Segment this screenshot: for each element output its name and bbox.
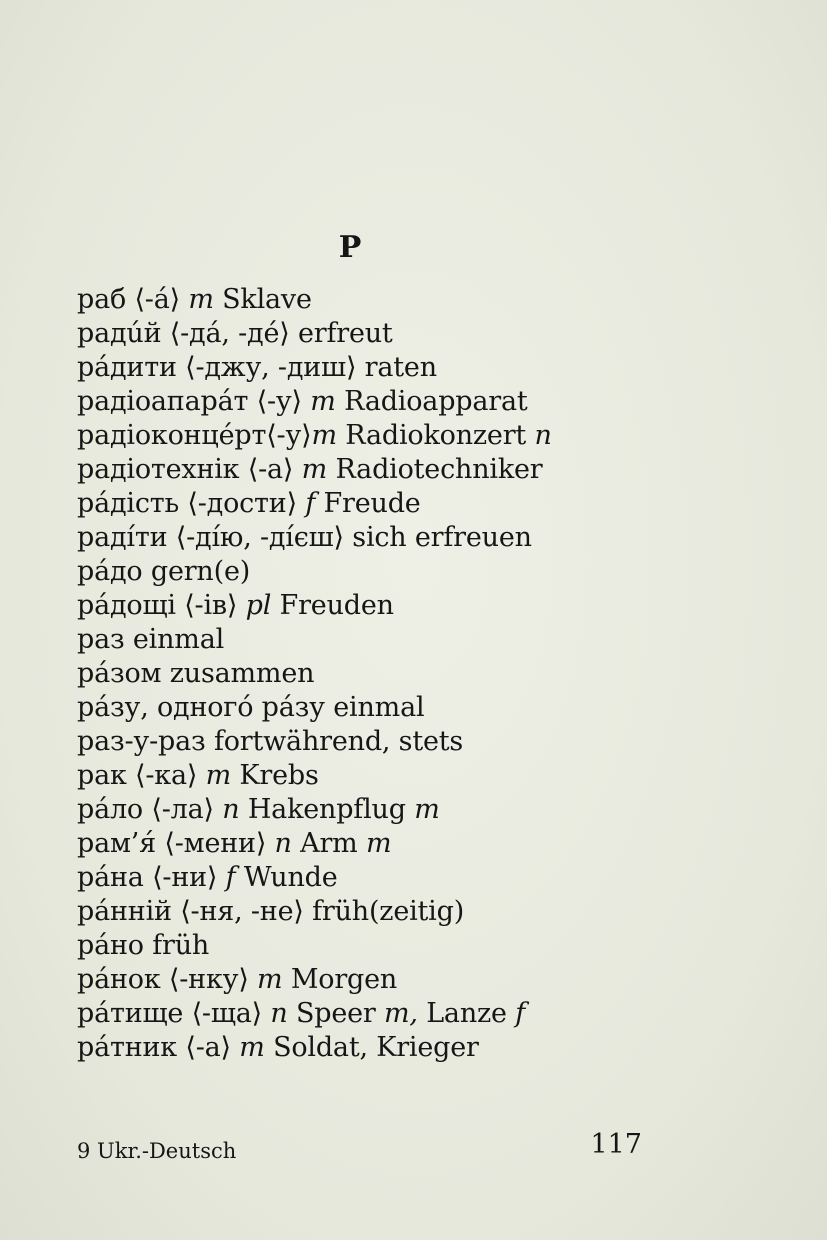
entry-translation: Radiotechniker — [335, 454, 543, 485]
entry-gender: m — [205, 760, 232, 791]
page-number: 117 — [590, 1129, 642, 1160]
entry-forms: ⟨-ня, -не⟩ — [180, 896, 304, 927]
entry-gender-tertiary: f — [515, 998, 526, 1029]
entry-gender: m — [301, 454, 328, 485]
entry-gender-secondary: m — [414, 794, 440, 825]
entry-forms: ⟨-ни⟩ — [152, 862, 218, 893]
entry-translation: einmal — [333, 692, 425, 723]
entry-gender-secondary: m, — [384, 998, 418, 1029]
entry-headword: рáзу, одногó рáзу — [77, 692, 325, 723]
entry-forms: ⟨-ів⟩ — [184, 590, 238, 621]
entry-forms: ⟨-нку⟩ — [168, 964, 249, 995]
entry — [77, 487, 645, 521]
entry-translation: Freude — [323, 488, 421, 519]
entry — [77, 351, 645, 385]
entry-translation: früh — [152, 930, 210, 961]
entry-headword: радúй — [77, 318, 162, 349]
entry-forms: ⟨-мени⟩ — [164, 828, 267, 859]
entry-headword: радíти — [77, 522, 168, 553]
entry — [77, 759, 645, 793]
entry-headword: рáтник — [77, 1032, 177, 1063]
entry-headword: рáно — [77, 930, 144, 961]
entry-headword: радіотехнік — [77, 454, 240, 485]
entry-translation: gern(e) — [150, 556, 251, 587]
entry — [77, 895, 645, 929]
entry-forms: ⟨-á⟩ — [134, 284, 180, 315]
entry — [77, 963, 645, 997]
entry-forms: ⟨-а⟩ — [247, 454, 294, 485]
entry-headword: рáдити — [77, 352, 177, 383]
printer-signature: 9 Ukr.-Deutsch — [77, 1139, 237, 1163]
entry-headword: рáзом — [77, 658, 162, 689]
entry — [77, 589, 645, 623]
entry-headword: рáнній — [77, 896, 172, 927]
entry-forms: ⟨-а⟩ — [185, 1032, 231, 1063]
entry-translation: sich erfreuen — [352, 522, 532, 553]
entry — [77, 555, 645, 589]
entry-gender: f — [225, 862, 236, 893]
entry-gender: m — [239, 1032, 265, 1063]
entry-headword: раб — [77, 284, 127, 315]
entry-forms: ⟨-ла⟩ — [151, 794, 214, 825]
entry — [77, 453, 645, 487]
entry-headword: радіоапарáт — [77, 386, 249, 417]
entry-forms: ⟨-ка⟩ — [135, 760, 198, 791]
entry-headword: рáдість — [77, 488, 179, 519]
entry-forms: ⟨-у⟩ — [266, 420, 312, 451]
entry — [77, 283, 645, 317]
entry-forms: ⟨-дости⟩ — [187, 488, 297, 519]
entry-translation: Sklave — [222, 284, 312, 315]
entry-translation: Speer — [295, 998, 376, 1029]
entry — [77, 861, 645, 895]
entry — [77, 419, 645, 453]
entry-gender: m — [311, 420, 337, 451]
entry-translation: zusammen — [169, 658, 315, 689]
entry-headword: раз-у-раз — [77, 726, 206, 757]
entry-translation: Soldat, Krieger — [273, 1032, 479, 1063]
entry — [77, 1031, 645, 1065]
entry-gender: pl — [245, 590, 272, 621]
entry-gender: n — [270, 998, 288, 1029]
entry-headword: рам’я́ — [77, 828, 156, 859]
entry-headword: раз — [77, 624, 125, 655]
entry-forms: ⟨-дá, -дé⟩ — [169, 318, 290, 349]
entry-headword: рáна — [77, 862, 144, 893]
entry-gender-secondary: n — [534, 420, 552, 451]
entry-headword: рáдо — [77, 556, 143, 587]
entry-translation: Radioapparat — [344, 386, 528, 417]
entry-headword: рáло — [77, 794, 143, 825]
entry-gender: n — [274, 828, 292, 859]
entry-forms: ⟨-джу, -диш⟩ — [185, 352, 357, 383]
entry-headword: рáтище — [77, 998, 184, 1029]
entry-translation: erfreut — [297, 318, 393, 349]
entry-headword: рáнок — [77, 964, 161, 995]
entry-forms: ⟨-у⟩ — [256, 386, 302, 417]
entry-translation: fortwährend, stets — [213, 726, 464, 757]
entry-gender: m — [188, 284, 214, 315]
entry — [77, 929, 645, 963]
entry-gender: m — [257, 964, 283, 995]
entry-translation: Radiokonzert — [345, 420, 527, 451]
entry — [77, 385, 645, 419]
entry-translation: Freuden — [279, 590, 394, 621]
entry-headword: рáдощі — [77, 590, 176, 621]
entry-translation: Arm — [300, 828, 358, 859]
entry — [77, 793, 645, 827]
section-letter: Р — [338, 230, 362, 265]
entry-gender: f — [305, 488, 316, 519]
entry-gender-secondary: m — [365, 828, 392, 859]
entry — [77, 827, 645, 861]
entry-gender: n — [222, 794, 240, 825]
entry-translation: früh(zeitig) — [312, 896, 465, 927]
entry — [77, 317, 645, 351]
entry-translation: Krebs — [239, 760, 319, 791]
entry — [77, 725, 645, 759]
entry-translation: raten — [364, 352, 437, 383]
entry-headword: рак — [77, 760, 127, 791]
entry — [77, 997, 645, 1031]
entry-translation: Hakenpflug — [247, 794, 406, 825]
entry — [77, 623, 645, 657]
entry-forms: ⟨-дíю, -дíєш⟩ — [175, 522, 344, 553]
entry-translation: einmal — [132, 624, 225, 655]
entry-headword: радіоконцéрт — [77, 420, 267, 451]
entry-translation: Morgen — [290, 964, 398, 995]
entry-list — [77, 283, 645, 1065]
entry-translation-secondary: Lanze — [426, 998, 507, 1029]
entry — [77, 657, 645, 691]
entry — [77, 521, 645, 555]
entry-gender: m — [310, 386, 336, 417]
entry-translation: Wunde — [243, 862, 338, 893]
entry — [77, 691, 645, 725]
entry-forms: ⟨-ща⟩ — [191, 998, 262, 1029]
